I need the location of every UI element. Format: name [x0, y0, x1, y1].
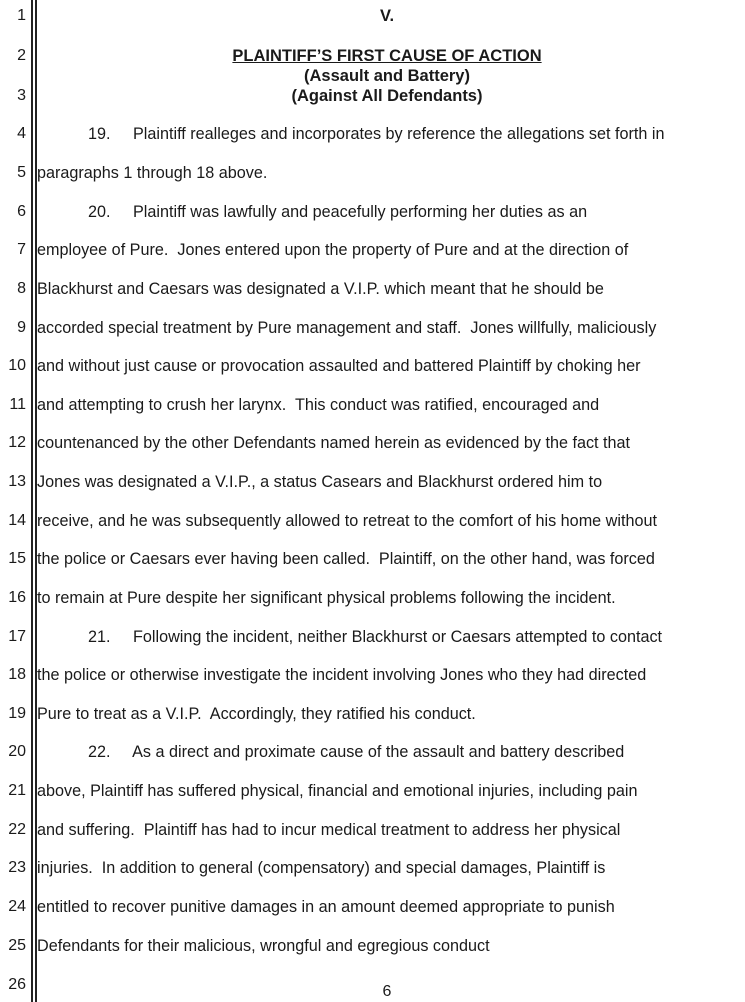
paragraph-21-line-3: Pure to treat as a V.I.P. Accordingly, they ratified his conduct.	[37, 705, 476, 723]
paragraph-20-line-3: Blackhurst and Caesars was designated a V.I.P. which meant that he should be	[37, 280, 604, 298]
paragraph-22-line-1: 22. As a direct and proximate cause of the assault and battery described	[88, 743, 625, 761]
line-number: 22	[8, 821, 26, 838]
line-number: 16	[8, 589, 26, 606]
cause-of-action-subtitle-2: (Against All Defendants)	[291, 87, 483, 105]
margin-rule-right	[35, 0, 37, 1002]
line-number: 24	[8, 898, 26, 915]
line-number: 18	[8, 666, 26, 683]
line-number: 13	[8, 473, 26, 490]
line-number: 8	[17, 280, 26, 297]
paragraph-20-line-8: Jones was designated a V.I.P., a status Casears and Blackhurst ordered him to	[37, 473, 603, 491]
paragraph-21-line-2: the police or otherwise investigate the incident involving Jones who they had directed	[37, 666, 647, 684]
paragraph-22-line-5: entitled to recover punitive damages in an amount deemed appropriate to punish	[37, 898, 615, 916]
line-number: 7	[17, 241, 26, 258]
paragraph-20-line-9: receive, and he was subsequently allowed to retreat to the comfort of his home without	[37, 512, 657, 530]
cause-of-action-subtitle-1: (Assault and Battery)	[304, 67, 470, 85]
line-number: 17	[8, 628, 26, 645]
line-number: 1	[17, 7, 26, 24]
paragraph-21-line-1: 21. Following the incident, neither Blackhurst or Caesars attempted to contact	[88, 628, 663, 646]
line-number: 21	[8, 782, 26, 799]
line-number: 4	[17, 125, 26, 142]
section-number: V.	[379, 7, 395, 25]
cause-of-action-title	[37, 46, 737, 66]
line-number: 2	[17, 47, 26, 64]
paragraph-20-line-5: and without just cause or provocation assaulted and battered Plaintiff by choking her	[37, 357, 641, 375]
line-number: 10	[8, 357, 26, 374]
page-number: 6	[382, 983, 392, 1000]
paragraph-20-line-10: the police or Caesars ever having been called. Plaintiff, on the other hand, was forced	[37, 550, 655, 568]
line-number: 20	[8, 743, 26, 760]
paragraph-19-line-2: paragraphs 1 through 18 above.	[37, 164, 268, 182]
paragraph-20-line-6: and attempting to crush her larynx. This conduct was ratified, encouraged and	[37, 396, 600, 414]
paragraph-20-line-2: employee of Pure. Jones entered upon the property of Pure and at the direction of	[37, 241, 629, 259]
line-number: 5	[17, 164, 26, 181]
paragraph-20-line-1: 20. Plaintiff was lawfully and peacefully performing her duties as an	[88, 203, 588, 221]
paragraph-20-line-7: countenanced by the other Defendants named herein as evidenced by the fact that	[37, 434, 631, 452]
paragraph-20-line-4: accorded special treatment by Pure management and staff. Jones willfully, maliciously	[37, 319, 657, 337]
paragraph-22-line-4: injuries. In addition to general (compensatory) and special damages, Plaintiff is	[37, 859, 606, 877]
line-number: 15	[8, 550, 26, 567]
line-number: 14	[8, 512, 26, 529]
line-number: 19	[8, 705, 26, 722]
line-number: 23	[8, 859, 26, 876]
paragraph-22-line-6: Defendants for their malicious, wrongful and egregious conduct	[37, 937, 490, 955]
cause-of-action-title-text: PLAINTIFF’S FIRST CAUSE OF ACTION	[232, 47, 542, 65]
line-number: 26	[8, 976, 26, 993]
paragraph-20-line-11: to remain at Pure despite her significant physical problems following the incident.	[37, 589, 616, 607]
paragraph-22-line-3: and suffering. Plaintiff has had to incur medical treatment to address her physical	[37, 821, 621, 839]
line-number: 9	[17, 319, 26, 336]
line-number: 11	[9, 396, 26, 413]
line-number: 6	[17, 203, 26, 220]
paragraph-22-line-2: above, Plaintiff has suffered physical, financial and emotional injuries, including pain	[37, 782, 638, 800]
paragraph-19-line-1: 19. Plaintiff realleges and incorporates by reference the allegations set forth in	[88, 125, 665, 143]
line-number: 3	[17, 87, 26, 104]
line-number: 25	[8, 937, 26, 954]
margin-rule-left	[31, 0, 33, 1002]
line-number: 12	[8, 434, 26, 451]
